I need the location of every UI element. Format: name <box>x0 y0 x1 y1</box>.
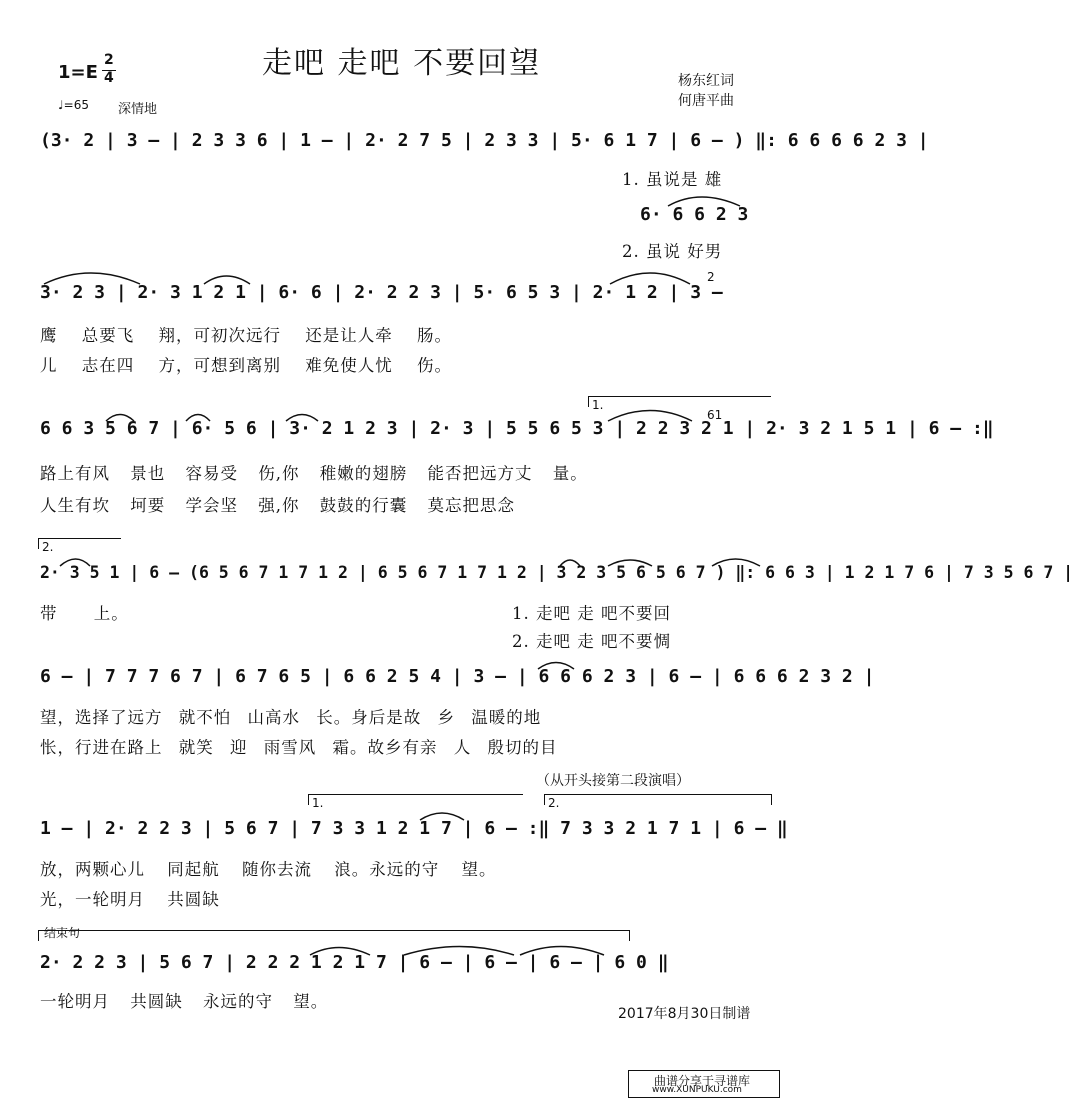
notation-system-2: 3· 2 3 | 2· 3 1 2 1 | 6· 6 | 2· 2 2 3 | 5· 6 5 3 | 2· 1 2 | 3 – <box>40 282 723 303</box>
slur <box>420 813 464 820</box>
composer-credit: 何唐平曲 <box>678 93 734 109</box>
slur <box>608 411 692 422</box>
lyric-system7-line1: 一轮明月 共圆缺 永远的守 望。 <box>40 992 329 1011</box>
slur <box>204 276 250 284</box>
lyric-verse1-chorus: 1. 走吧 走 吧不要回 <box>512 604 671 623</box>
lyric-system3-line1: 路上有风 景也 容易受 伤,你 稚嫩的翅膀 能否把远方丈 量。 <box>40 464 588 483</box>
transcription-date: 2017年8月30日制谱 <box>618 1006 751 1022</box>
notation-system-7: 2· 2 2 3 | 5 6 7 | 2 2 2 1 2 1 7 | 6 – | 6 – | 6 – | 6 0 ‖ <box>40 952 669 973</box>
lyric-verse1-intro: 1. 虽说是 雄 <box>622 170 723 189</box>
ending-bracket-2b-label: 2. <box>548 796 560 810</box>
lyric-verse2-intro: 2. 虽说 好男 <box>622 242 723 261</box>
slur <box>186 415 210 422</box>
slur <box>310 948 370 956</box>
lyric-system2-line2: 儿 志在四 方，可想到离别 难免使人忧 伤。 <box>40 356 452 375</box>
lyric-system2-line1: 鹰 总要飞 翔，可初次远行 还是让人牵 肠。 <box>40 326 452 345</box>
slur <box>610 273 690 284</box>
notation-system-3: 6 6 3 5 6 7 | 6· 5 6 | 3· 2 1 2 3 | 2· 3 | 5 5 6 5 3 | 2 2 3 2 1 | 2· 3 2 1 5 1 | 6 – :‖ <box>40 418 994 439</box>
slur <box>668 197 740 206</box>
lyric-system5-line2: 怅，行进在路上 就笑 迎 雨雪风 霜。故乡有亲 人 殷切的目 <box>40 738 558 757</box>
ending-bracket-2-label: 2. <box>42 540 54 554</box>
time-numerator: 2 <box>104 52 114 68</box>
slur <box>538 663 574 670</box>
time-denominator: 4 <box>104 70 114 86</box>
grace-note: 61 <box>707 408 723 422</box>
slur <box>60 559 90 566</box>
lyricist-credit: 杨东红词 <box>678 73 734 89</box>
grace-note: 2 <box>707 270 715 284</box>
notation-system-1: (3· 2 | 3 – | 2 3 3 6 | 1 – | 2· 2 7 5 | 2 3 3 | 5· 6 1 7 | 6 – ) ‖: 6 6 6 6 2 3 | <box>40 130 929 151</box>
slur <box>560 560 580 566</box>
slur <box>404 947 514 956</box>
notation-system-4: 2· 3 5 1 | 6 – (6 5 6 7 1 7 1 2 | 6 5 6 7 1 7 1 2 | 3 2 3 5 6 5 6 7 ) ‖: 6 6 3 | 1 2 1 7 6 | 7 3 5 6 7 | <box>40 563 1073 582</box>
tempo-mark: ♩=65 <box>58 98 89 112</box>
expression-mark: 深情地 <box>118 102 158 117</box>
slur <box>520 947 604 956</box>
lyric-system6-line1: 放，两颗心儿 同起航 随你去流 浪。永远的守 望。 <box>40 860 497 879</box>
slur <box>286 415 318 422</box>
slur <box>106 415 134 422</box>
song-title: 走吧 走吧 不要回望 <box>262 46 542 81</box>
slur <box>712 559 760 566</box>
notation-verse2-intro: 6· 6 6 2 3 <box>640 204 749 225</box>
da-capo-note: （从开头接第二段演唱） <box>536 773 690 789</box>
lyric-system4-line1: 带 上。 <box>40 604 129 623</box>
footer-site-name: 曲谱分享于寻谱库 <box>654 1074 751 1088</box>
coda-label: 结束句 <box>44 926 81 940</box>
lyric-system6-line2: 光，一轮明月 共圆缺 <box>40 890 220 909</box>
lyric-system5-line1: 望，选择了远方 就不怕 山高水 长。身后是故 乡 温暖的地 <box>40 708 542 727</box>
notation-system-6: 1 – | 2· 2 2 3 | 5 6 7 | 7 3 3 1 2 1 7 | 6 – :‖ 7 3 3 2 1 7 1 | 6 – ‖ <box>40 818 788 839</box>
footer-site-url: www.XUNPUKU.com <box>652 1085 742 1095</box>
slur <box>608 560 652 566</box>
lyric-verse2-chorus: 2. 走吧 走 吧不要惆 <box>512 632 671 651</box>
lyric-system3-line2: 人生有坎 坷要 学会坚 强,你 鼓鼓的行囊 莫忘把思念 <box>40 496 515 515</box>
key-signature: 1=E <box>58 62 98 83</box>
slur <box>44 273 140 284</box>
ending-bracket-1-label: 1. <box>592 398 604 412</box>
notation-system-5: 6 – | 7 7 7 6 7 | 6 7 6 5 | 6 6 2 5 4 | 3 – | 6 6 6 2 3 | 6 – | 6 6 6 2 3 2 | <box>40 666 875 687</box>
ending-bracket-1b-label: 1. <box>312 796 324 810</box>
